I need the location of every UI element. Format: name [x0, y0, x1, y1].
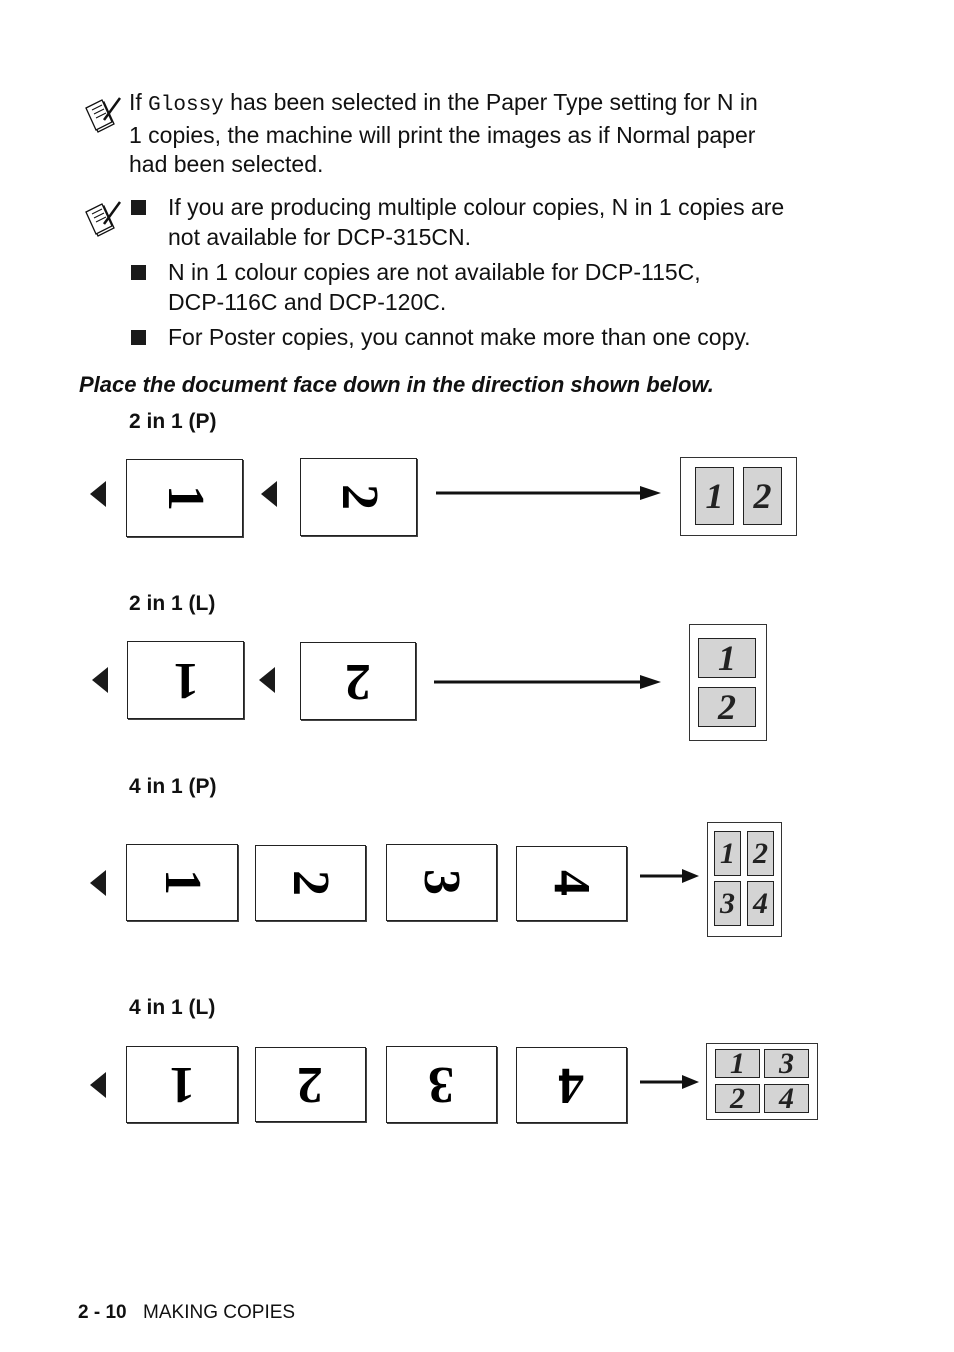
arrow-right-icon: [640, 868, 700, 884]
page-digit: 1: [169, 1056, 195, 1113]
original-page: [386, 844, 497, 921]
arrow-right-icon: [434, 674, 662, 690]
glossy-code: Glossy: [148, 94, 224, 117]
original-page: [126, 844, 238, 921]
section-label-2in1-p: 2 in 1 (P): [129, 410, 217, 433]
page-number: 2 - 10: [78, 1302, 127, 1323]
result-sheet: [689, 624, 767, 741]
bullet-marker: [131, 265, 146, 280]
bullet-3: [168, 323, 751, 353]
page-digit: 4: [558, 1057, 584, 1114]
note-1-line3: had been selected.: [129, 151, 324, 177]
result-cell: 1: [695, 467, 734, 525]
result-cell: 4: [747, 881, 774, 926]
page-digit: 3: [428, 1056, 454, 1113]
result-sheet: [680, 457, 797, 536]
section-label-4in1-p: 4 in 1 (P): [129, 775, 217, 798]
result-cell: 4: [764, 1084, 809, 1113]
bullet-3-line1: For Poster copies, you cannot make more than one copy.: [168, 324, 751, 350]
original-page: [126, 1046, 238, 1123]
note-1-line1: has been selected in the Paper Type setting for N in: [223, 89, 758, 115]
page-digit: 3: [413, 869, 470, 895]
section-label-4in1-l: 4 in 1 (L): [129, 996, 216, 1019]
bullet-marker: [131, 200, 146, 215]
result-cell: 1: [714, 831, 741, 876]
result-sheet: [706, 1043, 818, 1120]
page-digit: 2: [282, 870, 339, 896]
feed-direction-icon: [92, 667, 108, 693]
result-cell: 1: [698, 638, 756, 678]
instruction-heading: Place the document face down in the direction shown below.: [79, 372, 714, 397]
page-footer: [78, 1302, 295, 1324]
bullet-1-line2: not available for DCP-315CN.: [168, 223, 471, 250]
feed-direction-icon: [261, 481, 277, 507]
original-page: [255, 1047, 366, 1122]
bullet-marker: [131, 330, 146, 345]
original-page: [300, 458, 417, 536]
bullet-2: [168, 258, 701, 317]
result-cell: 3: [764, 1049, 809, 1078]
result-cell: 2: [747, 831, 774, 876]
arrow-right-icon: [436, 485, 662, 501]
feed-direction-icon: [90, 481, 106, 507]
feed-direction-icon: [90, 1072, 106, 1098]
chapter-title: MAKING COPIES: [143, 1302, 296, 1323]
page-digit: 1: [154, 869, 211, 895]
feed-direction-icon: [90, 870, 106, 896]
page-digit: 2: [297, 1056, 323, 1113]
original-page: [127, 641, 244, 719]
section-label-2in1-l: 2 in 1 (L): [129, 592, 216, 615]
feed-direction-icon: [259, 667, 275, 693]
original-page: [516, 1047, 627, 1123]
result-cell: 2: [743, 467, 782, 525]
bullet-2-line2: DCP-116C and DCP-120C.: [168, 288, 447, 315]
result-cell: 2: [698, 687, 756, 727]
note-pad-icon: [84, 200, 124, 238]
bullet-1: [168, 193, 784, 252]
arrow-right-icon: [640, 1074, 700, 1090]
note-1-prefix: If: [129, 89, 149, 115]
page-digit: 1: [173, 652, 199, 709]
bullet-2-line1: N in 1 colour copies are not available for DCP-115C,: [168, 259, 701, 285]
note-1-text: [129, 88, 829, 180]
original-page: [255, 845, 366, 921]
note-1-line2: 1 copies, the machine will print the images as if Normal paper: [129, 121, 756, 148]
note-pad-icon: [84, 96, 124, 134]
result-sheet: [707, 822, 782, 937]
page-digit: 2: [331, 484, 388, 510]
original-page: [126, 459, 243, 537]
page-digit: 2: [345, 653, 371, 710]
result-cell: 3: [714, 881, 741, 926]
result-cell: 1: [715, 1049, 760, 1078]
bullet-1-line1: If you are producing multiple colour copies, N in 1 copies are: [168, 194, 785, 220]
original-page: [386, 1046, 497, 1123]
original-page: [300, 642, 416, 720]
page-digit: 1: [157, 485, 214, 511]
original-page: [516, 846, 627, 921]
page-digit: 4: [543, 870, 600, 896]
result-cell: 2: [715, 1084, 760, 1113]
